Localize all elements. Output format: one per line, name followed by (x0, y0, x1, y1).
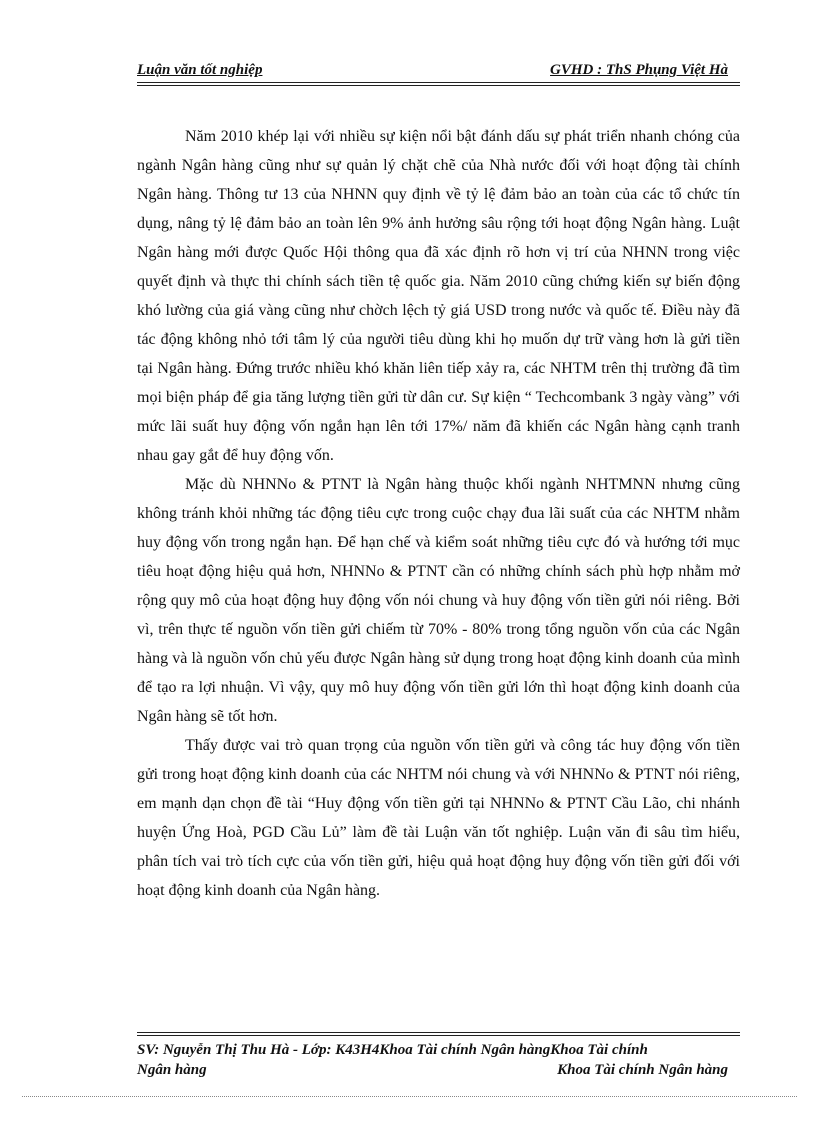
footer-student-info: SV: Nguyễn Thị Thu Hà - Lớp: K43H4Khoa Tài chính Ngân hàngKhoa Tài chính (137, 1042, 648, 1058)
header-advisor: GVHD : ThS Phụng Việt Hà (550, 62, 728, 78)
page-header (137, 60, 740, 84)
header-rule (137, 82, 740, 86)
page-footer (137, 1040, 740, 1080)
document-body (137, 122, 740, 905)
paragraph-2: Mặc dù NHNNo & PTNT là Ngân hàng thuộc khối ngành NHTMNN nhưng cũng không tránh khỏi những tác động tiêu cực trong cuộc chạy đua lãi suất của các NHTM nhằm huy động vốn trong ngắn hạn. Để hạn chế và kiểm soát những tiêu cực đó và hướng tới mục tiêu hoạt động hiệu quả hơn, NHNNo & PTNT cần có những chính sách phù hợp nhằm mở rộng quy mô của hoạt động huy động vốn nói chung và huy động vốn tiền gửi nói riêng. Bởi vì, trên thực tế nguồn vốn tiền gửi chiếm từ 70% - 80% trong tổng nguồn vốn của các Ngân hàng và là nguồn vốn chủ yếu được Ngân hàng sử dụng trong hoạt động kinh doanh của mình để tạo ra lợi nhuận. Vì vậy, quy mô huy động vốn tiền gửi lớn thì hoạt động kinh doanh của Ngân hàng sẽ tốt hơn. (137, 476, 740, 725)
header-thesis-title: Luận văn tốt nghiệp (137, 62, 263, 78)
paragraph-1: Năm 2010 khép lại với nhiều sự kiện nổi bật đánh dấu sự phát triển nhanh chóng của ngành Ngân hàng cũng như sự quản lý chặt chẽ của Nhà nước đối với hoạt động tài chính Ngân hàng. Thông tư 13 của NHNN quy định về tỷ lệ đảm bảo an toàn của các tổ chức tín dụng, nâng tỷ lệ đảm bảo an toàn lên 9% ảnh hưởng sâu rộng tới hoạt động Ngân hàng. Luật Ngân hàng mới được Quốc Hội thông qua đã xác định rõ hơn vị trí của NHNN trong việc quyết định và thực thi chính sách tiền tệ quốc gia. Năm 2010 cũng chứng kiến sự biến động khó lường của giá vàng cũng như chờch lệch tỷ giá USD trong nước và quốc tế. Điều này đã tác động không nhỏ tới tâm lý của người tiêu dùng khi họ muốn dự trữ vàng hơn là gửi tiền tại Ngân hàng. Đứng trước nhiều khó khăn liên tiếp xảy ra, các NHTM trên thị trường đã tìm mọi biện pháp để gia tăng lượng tiền gửi từ dân cư. Sự kiện “ Techcombank 3 ngày vàng” với mức lãi suất huy động vốn ngắn hạn lên tới 17%/ năm đã khiến các Ngân hàng cạnh tranh nhau gay gắt để huy động vốn. (137, 128, 740, 464)
page-bottom-border (22, 1096, 797, 1097)
footer-rule (137, 1032, 740, 1036)
footer-dept-right: Khoa Tài chính Ngân hàng (557, 1062, 728, 1078)
paragraph-3: Thấy được vai trò quan trọng của nguồn vốn tiền gửi và công tác huy động vốn tiền gửi trong hoạt động kinh doanh của các NHTM nói chung và với NHNNo & PTNT nói riêng, em mạnh dạn chọn đề tài “Huy động vốn tiền gửi tại NHNNo & PTNT Cầu Lão, chi nhánh huyện Ứng Hoà, PGD Cầu Lủ” làm đề tài Luận văn tốt nghiệp. Luận văn đi sâu tìm hiểu, phân tích vai trò tích cực của vốn tiền gửi, hiệu quả hoạt động huy động vốn tiền gửi đối với hoạt động kinh doanh của Ngân hàng. (137, 737, 740, 899)
footer-dept-left: Ngân hàng (137, 1062, 207, 1078)
